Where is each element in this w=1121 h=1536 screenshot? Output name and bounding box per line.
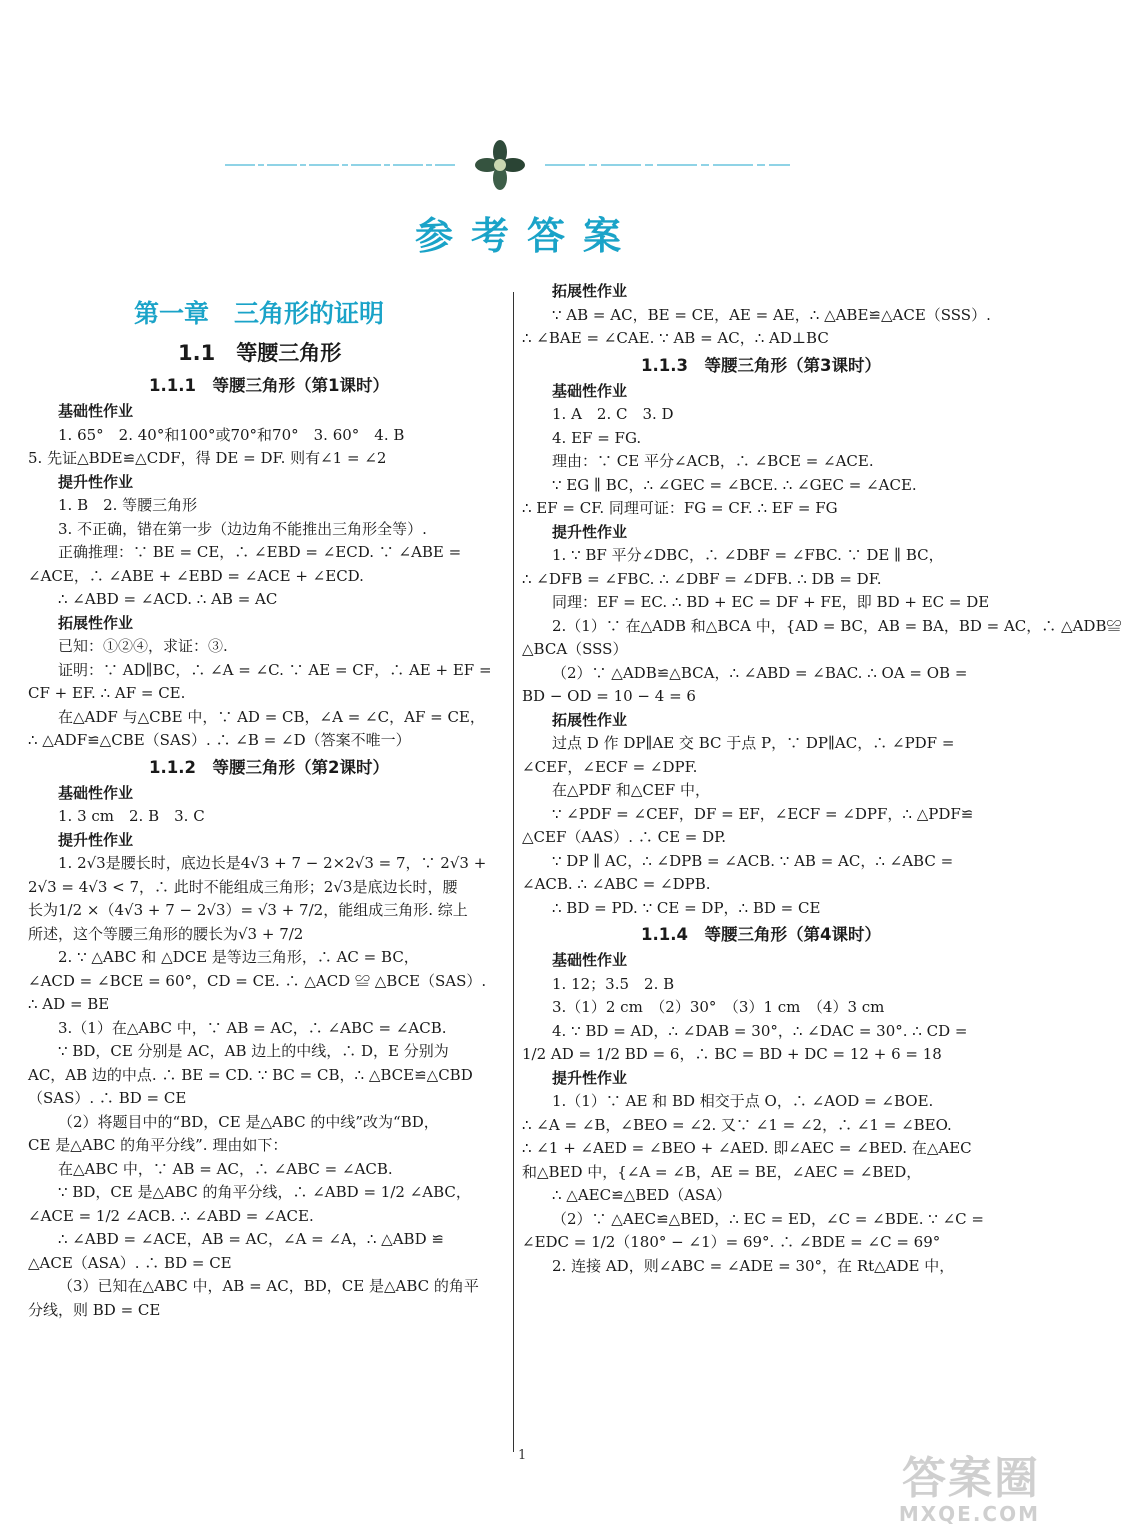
column-divider — [513, 292, 514, 1452]
section-heading: 1.1 等腰三角形 — [178, 341, 342, 365]
title-ornament — [225, 140, 795, 190]
watermark-url: MXQE.COM — [898, 1502, 1040, 1526]
homework-label: 基础性作业 — [58, 402, 134, 420]
answer-line: 长为1/2 ×（4√3 + 7 − 2√3）= √3 + 7/2，能组成三角形. 综上 — [28, 901, 468, 919]
answer-line: 理由：∵ CE 平分∠ACB，∴ ∠BCE = ∠ACE. — [552, 452, 874, 470]
answer-line: 3.（1）2 cm （2）30° （3）1 cm （4）3 cm — [552, 998, 885, 1016]
watermark — [898, 1453, 1040, 1526]
answer-line: CE 是△ABC 的角平分线”. 理由如下： — [28, 1136, 288, 1154]
right-column — [522, 280, 1121, 1278]
answer-line: ∴ ∠ABD = ∠ACD. ∴ AB = AC — [58, 590, 278, 608]
answer-line: BD − OD = 10 − 4 = 6 — [522, 687, 696, 705]
answer-line: 3.（1）在△ABC 中，∵ AB = AC，∴ ∠ABC = ∠ACB. — [58, 1018, 447, 1037]
homework-label: 基础性作业 — [552, 951, 628, 969]
answer-line: 2√3 = 4√3 < 7，∴ 此时不能组成三角形；2√3是底边长时，腰 — [28, 877, 458, 896]
answer-line: CF + EF. ∴ AF = CE. — [28, 684, 186, 702]
answer-line: ∠CEF，∠ECF = ∠DPF. — [522, 757, 698, 776]
answer-line: ∵ BD，CE 分别是 AC，AB 边上的中线，∴ D，E 分别为 — [58, 1042, 449, 1060]
answer-line: ∴ ∠BAE = ∠CAE. ∵ AB = AC，∴ AD⊥BC — [522, 329, 829, 347]
homework-label: 提升性作业 — [58, 830, 134, 849]
answer-line: 已知：①②④，求证：③. — [58, 637, 228, 655]
answer-line: 3. 不正确，错在第一步（边边角不能推出三角形全等）. — [58, 519, 427, 538]
answer-line: 分线，则 BD = CE — [28, 1300, 161, 1319]
answer-line: 在△ABC 中，∵ AB = AC，∴ ∠ABC = ∠ACB. — [58, 1159, 393, 1178]
answer-line: ∠EDC = 1/2（180° − ∠1）= 69°. ∴ ∠BDE = ∠C = 69° — [522, 1233, 941, 1251]
answer-line: △BCA（SSS） — [522, 640, 628, 658]
answer-line: ∠ACD = ∠BCE = 60°，CD = CE. ∴ △ACD ≌ △BCE（SAS）. — [28, 971, 487, 990]
answer-line: ∴ AD = BE — [28, 995, 110, 1013]
homework-label: 拓展性作业 — [552, 282, 628, 300]
lesson-heading: 1.1.2 等腰三角形（第2课时） — [149, 757, 389, 777]
answer-line: ∵ DP ∥ AC，∴ ∠DPB = ∠ACB. ∵ AB = AC，∴ ∠ABC = — [552, 851, 954, 870]
page-number: 1 — [518, 1448, 527, 1463]
left-column — [28, 280, 510, 1322]
answer-line: AC，AB 边的中点. ∴ BE = CD. ∵ BC = CB，∴ △BCE≌△CBD — [28, 1065, 473, 1084]
answer-line: （3）已知在△ABC 中，AB = AC，BD，CE 是△ABC 的角平 — [58, 1277, 479, 1295]
answer-line: （2）∵ △ADB≌△BCA，∴ ∠ABD = ∠BAC. ∴ OA = OB = — [552, 663, 968, 682]
lesson-heading: 1.1.1 等腰三角形（第1课时） — [149, 376, 389, 395]
answer-line: 2. 连接 AD，则∠ABC = ∠ADE = 30°，在 Rt△ADE 中， — [552, 1256, 955, 1275]
answer-line: 2.（1）∵ 在△ADB 和△BCA 中，{AD = BC，AB = BA，BD = AC，∴ △ADB≌ — [552, 616, 1121, 635]
answer-line: ∴ ∠ABD = ∠ACE，AB = AC，∠A = ∠A，∴ △ABD ≌ — [58, 1230, 444, 1248]
answer-line: ∠ACE，∴ ∠ABE + ∠EBD = ∠ACE + ∠ECD. — [28, 566, 364, 585]
answer-line: （2）将题目中的“BD，CE 是△ABC 的中线”改为“BD， — [58, 1112, 439, 1131]
homework-label: 基础性作业 — [58, 783, 134, 802]
answer-line: 证明：∵ AD∥BC，∴ ∠A = ∠C. ∵ AE = CF，∴ AE + EF = — [58, 660, 492, 679]
answer-line: ∴ ∠1 + ∠AED = ∠BEO + ∠AED. 即∠AEC = ∠BED. 在△AEC — [522, 1139, 972, 1157]
answer-line: ∴ △AEC≌△BED（ASA） — [552, 1186, 732, 1204]
answer-line: ∴ ∠DFB = ∠FBC. ∴ ∠DBF = ∠DFB. ∴ DB = DF. — [522, 569, 882, 588]
answer-line: 2. ∵ △ABC 和 △DCE 是等边三角形，∴ AC = BC， — [58, 948, 419, 966]
homework-label: 拓展性作业 — [58, 613, 134, 632]
answer-line: 1. ∵ BF 平分∠DBC，∴ ∠DBF = ∠FBC. ∵ DE ∥ BC， — [552, 546, 944, 564]
chapter-heading: 第一章 三角形的证明 — [134, 299, 385, 328]
watermark-logo-text: 答案圈 — [902, 1453, 1040, 1504]
answer-line: 4. EF = FG. — [552, 428, 642, 447]
answer-line: ∵ ∠PDF = ∠CEF，DF = EF，∠ECF = ∠DPF，∴ △PDF≌ — [552, 804, 974, 823]
answer-line: （2）∵ △AEC≌△BED，∴ EC = ED，∠C = ∠BDE. ∵ ∠C = — [552, 1209, 984, 1228]
answer-line: 1. 12；3.5 2. B — [552, 974, 675, 993]
answer-line: 1.（1）∵ AE 和 BD 相交于点 O，∴ ∠AOD = ∠BOE. — [552, 1092, 934, 1110]
homework-label: 提升性作业 — [552, 1068, 628, 1087]
answer-line: △CEF（AAS）. ∴ CE = DP. — [522, 828, 726, 846]
homework-label: 提升性作业 — [58, 472, 134, 491]
answer-line: ∵ EG ∥ BC，∴ ∠GEC = ∠BCE. ∴ ∠GEC = ∠ACE. — [552, 475, 917, 494]
answer-line: ∠ACB. ∴ ∠ABC = ∠DPB. — [522, 875, 711, 893]
lesson-heading: 1.1.3 等腰三角形（第3课时） — [641, 355, 881, 375]
answer-line: △ACE（ASA）. ∴ BD = CE — [28, 1253, 232, 1272]
answer-line: 1/2 AD = 1/2 BD = 6，∴ BC = BD + DC = 12 + 6 = 18 — [522, 1045, 942, 1063]
answer-line: 1. A 2. C 3. D — [552, 405, 674, 423]
answer-line: ∴ BD = PD. ∵ CE = DP，∴ BD = CE — [552, 898, 821, 917]
answer-line: 正确推理：∵ BE = CE，∴ ∠EBD = ∠ECD. ∵ ∠ABE = — [58, 543, 462, 561]
answer-line: 同理：EF = EC. ∴ BD + EC = DF + FE，即 BD + EC = DE — [552, 593, 990, 611]
answer-line: 过点 D 作 DP∥AE 交 BC 于点 P，∵ DP∥AC，∴ ∠PDF = — [552, 734, 955, 752]
homework-label: 提升性作业 — [552, 522, 628, 541]
answer-line: ∠ACE = 1/2 ∠ACB. ∴ ∠ABD = ∠ACE. — [28, 1206, 314, 1225]
answer-line: 在△ADF 与△CBE 中，∵ AD = CB，∠A = ∠C，AF = CE， — [58, 707, 485, 726]
answer-line: 1. 3 cm 2. B 3. C — [58, 807, 205, 825]
homework-label: 拓展性作业 — [552, 710, 628, 729]
answer-line: 4. ∵ BD = AD，∴ ∠DAB = 30°，∴ ∠DAC = 30°. ∴ CD = — [552, 1021, 968, 1040]
answer-line: ∴ △ADF≌△CBE（SAS）. ∴ ∠B = ∠D（答案不唯一） — [28, 731, 411, 749]
homework-label: 基础性作业 — [552, 381, 628, 400]
answer-line: 在△PDF 和△CEF 中， — [552, 781, 710, 799]
answer-line: ∵ AB = AC，BE = CE，AE = AE，∴ △ABE≌△ACE（SSS）. — [552, 305, 991, 324]
lesson-heading: 1.1.4 等腰三角形（第4课时） — [641, 925, 881, 944]
answer-line: （SAS）. ∴ BD = CE — [28, 1089, 187, 1107]
page-title: 参考答案 — [414, 214, 639, 258]
flower-icon — [475, 140, 525, 190]
answer-line: ∵ BD，CE 是△ABC 的角平分线，∴ ∠ABD = 1/2 ∠ABC， — [58, 1183, 471, 1201]
answer-line: 5. 先证△BDE≌△CDF，得 DE = DF. 则有∠1 = ∠2 — [28, 449, 387, 467]
answer-line: 和△BED 中，{∠A = ∠B，AE = BE，∠AEC = ∠BED， — [522, 1162, 922, 1181]
answer-line: ∴ EF = CF. 同理可证：FG = CF. ∴ EF = FG — [522, 499, 838, 517]
answer-line: 1. 65° 2. 40°和100°或70°和70° 3. 60° 4. B — [58, 425, 405, 444]
answer-line: ∴ ∠A = ∠B，∠BEO = ∠2. 又∵ ∠1 = ∠2，∴ ∠1 = ∠BEO. — [522, 1115, 952, 1134]
answer-line: 1. 2√3是腰长时，底边长是4√3 + 7 − 2×2√3 = 7，∵ 2√3 + — [58, 854, 487, 872]
answer-line: 所述，这个等腰三角形的腰长为√3 + 7/2 — [28, 924, 304, 943]
answer-line: 1. B 2. 等腰三角形 — [58, 496, 198, 514]
